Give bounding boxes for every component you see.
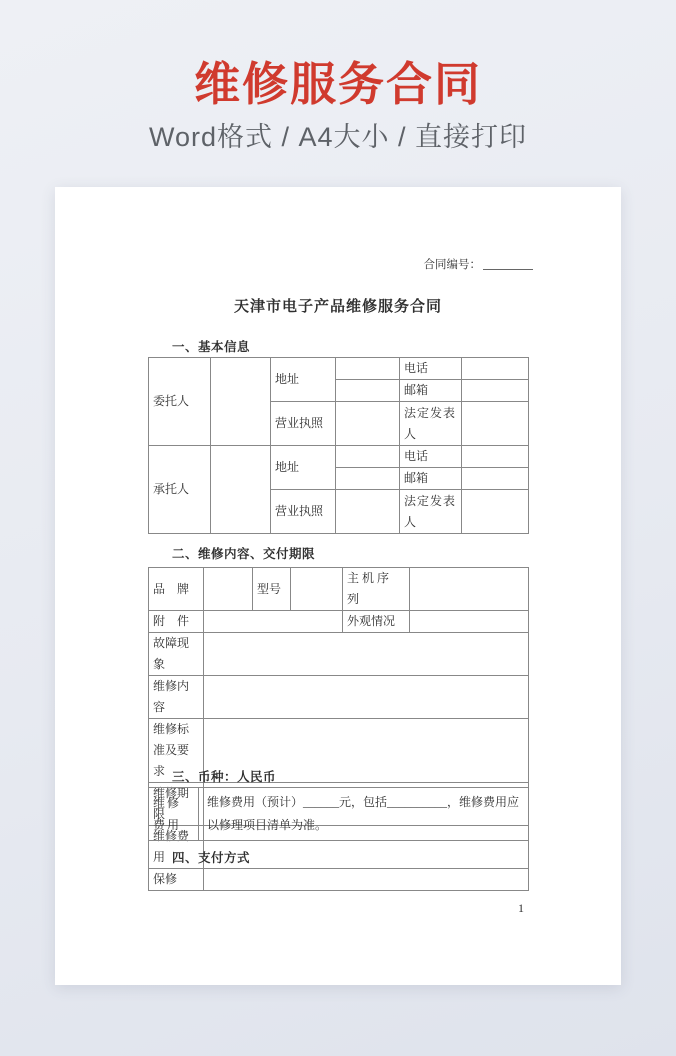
- address-label-cell: 地址: [271, 446, 336, 490]
- blank-cell: [462, 380, 529, 402]
- accessories-label-cell: 附 件: [149, 611, 204, 633]
- repair-fee-label-cell: 维修费用: [149, 788, 199, 841]
- blank-cell: [211, 358, 271, 446]
- content-label-cell: 维修内容: [149, 676, 204, 719]
- contract-number-blank: [483, 257, 533, 270]
- document-page: [55, 187, 621, 985]
- contractor-label-cell: 承托人: [149, 446, 211, 534]
- serial-label-cell: 主机序列: [343, 568, 410, 611]
- blank-cell: [291, 568, 343, 611]
- blank-cell: [211, 446, 271, 534]
- table-row: [149, 446, 529, 468]
- phone-label-cell: 电话: [400, 358, 462, 380]
- blank-cell: [336, 358, 400, 380]
- period-label-cell: 维修期限: [149, 783, 204, 826]
- license-label-cell: 营业执照: [271, 490, 336, 534]
- model-label-cell: 型号: [253, 568, 291, 611]
- blank-cell: [462, 402, 529, 446]
- table-row: [149, 568, 529, 611]
- blank-cell: [336, 446, 400, 468]
- blank-cell: [336, 380, 400, 402]
- brand-label-cell: 品 牌: [149, 568, 204, 611]
- phone-label-cell: 电话: [400, 446, 462, 468]
- basic-info-table: [148, 357, 529, 534]
- blank-cell: [410, 611, 529, 633]
- blank-cell: [462, 358, 529, 380]
- page-number: 1: [518, 901, 524, 915]
- blank-cell: [462, 490, 529, 534]
- contract-number-label: 合同编号：: [423, 259, 481, 271]
- table-row: [149, 676, 529, 719]
- template-title: 维修服务合同: [194, 58, 482, 110]
- blank-cell: [204, 611, 343, 633]
- blank-cell: [410, 568, 529, 611]
- client-label-cell: 委托人: [149, 358, 211, 446]
- blank-cell: [204, 869, 529, 891]
- blank-cell: [336, 402, 400, 446]
- license-label-cell: 营业执照: [271, 402, 336, 446]
- template-subtitle: Word格式 / A4大小 / 直接打印: [148, 122, 528, 152]
- blank-cell: [204, 633, 529, 676]
- blank-cell: [204, 568, 253, 611]
- blank-cell: [336, 468, 400, 490]
- blank-cell: [336, 490, 400, 534]
- warranty-label-cell: 保修: [149, 869, 204, 891]
- standard-label-cell: 维修标准及要求: [149, 719, 204, 783]
- currency-table: [148, 787, 529, 841]
- appearance-label-cell: 外观情况: [343, 611, 410, 633]
- table-row: [149, 788, 529, 841]
- legal-rep-label-cell: 法定发表人: [400, 490, 462, 534]
- table-row: [149, 633, 529, 676]
- table-row: [149, 611, 529, 633]
- address-label-cell: 地址: [271, 358, 336, 402]
- header: [0, 0, 676, 152]
- email-label-cell: 邮箱: [400, 380, 462, 402]
- section-heading-repair-content: 二、维修内容、交付期限: [172, 547, 316, 561]
- blank-cell: [462, 446, 529, 468]
- blank-cell: [204, 676, 529, 719]
- table-row: [149, 869, 529, 891]
- repair-content-table: [148, 567, 529, 891]
- blank-cell: [462, 468, 529, 490]
- section-heading-payment: 四、支付方式: [172, 851, 251, 865]
- contract-number-line: [55, 256, 621, 272]
- document-title: 天津市电子产品维修服务合同: [233, 299, 442, 315]
- section-heading-currency: 三、币种：人民币: [172, 770, 277, 784]
- fee-label-cell: 维修费用: [149, 826, 204, 869]
- table-row: [149, 358, 529, 380]
- fault-label-cell: 故障现象: [149, 633, 204, 676]
- email-label-cell: 邮箱: [400, 468, 462, 490]
- section-heading-basic-info: 一、基本信息: [172, 340, 251, 354]
- repair-fee-text-cell: 维修费用（预计）______元，包括__________，维修费用应以修理项目清单为准。: [199, 788, 529, 841]
- legal-rep-label-cell: 法定发表人: [400, 402, 462, 446]
